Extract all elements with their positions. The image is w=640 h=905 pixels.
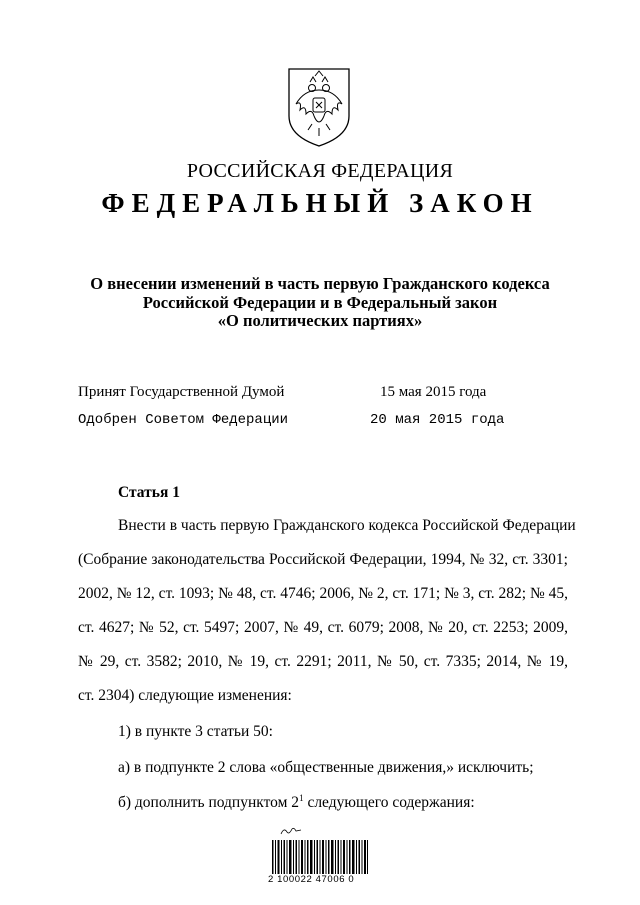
council-approval-date: 20 мая 2015 года [370,412,505,428]
amendment-item-b-text: б) дополнить подпунктом 2 [118,794,300,812]
handwritten-mark-icon [280,826,302,836]
law-title-line-3: «О политических партиях» [217,311,423,330]
duma-adoption-label: Принят Государственной Думой [78,384,285,400]
coat-of-arms-emblem [286,66,352,148]
amendment-item-b-text-end: следующего содержания: [303,794,475,812]
article-text-line: Внести в часть первую Гражданского кодекса Российской Федерации [118,517,576,534]
article-heading: Статья 1 [118,484,180,501]
amendment-item-a: а) в подпункте 2 слова «общественные движения,» исключить; [118,759,534,776]
barcode-number: 2 100022 47006 0 [268,874,355,885]
barcode-image [272,840,368,874]
duma-adoption-date: 15 мая 2015 года [380,384,487,400]
article-text-line: 2002, № 12, ст. 1093; № 48, ст. 4746; 2006, № 2, ст. 171; № 3, ст. 282; № 45, [78,585,568,602]
amendment-item-b-superscript: 1 [299,793,304,803]
law-type-heading: ФЕДЕРАЛЬНЫЙ ЗАКОН [101,188,539,218]
amendment-item-1: 1) в пункте 3 статьи 50: [118,723,273,740]
amendment-item-b [118,793,568,812]
country-heading: РОССИЙСКАЯ ФЕДЕРАЦИЯ [186,160,454,182]
law-title-line-1: О внесении изменений в часть первую Гражданского кодекса [90,274,550,293]
article-text-line: (Собрание законодательства Российской Федерации, 1994, № 32, ст. 3301; [78,551,568,568]
article-text-line: ст. 2304) следующие изменения: [78,687,292,704]
article-text-line: № 29, ст. 3582; 2010, № 19, ст. 2291; 2011, № 50, ст. 7335; 2014, № 19, [78,653,568,670]
council-approval-label: Одобрен Советом Федерации [78,412,289,428]
article-text-line: ст. 4627; № 52, ст. 5497; 2007, № 49, ст. 6079; 2008, № 20, ст. 2253; 2009, [78,619,568,636]
law-title-line-2: Российской Федерации и в Федеральный закон [142,293,498,312]
